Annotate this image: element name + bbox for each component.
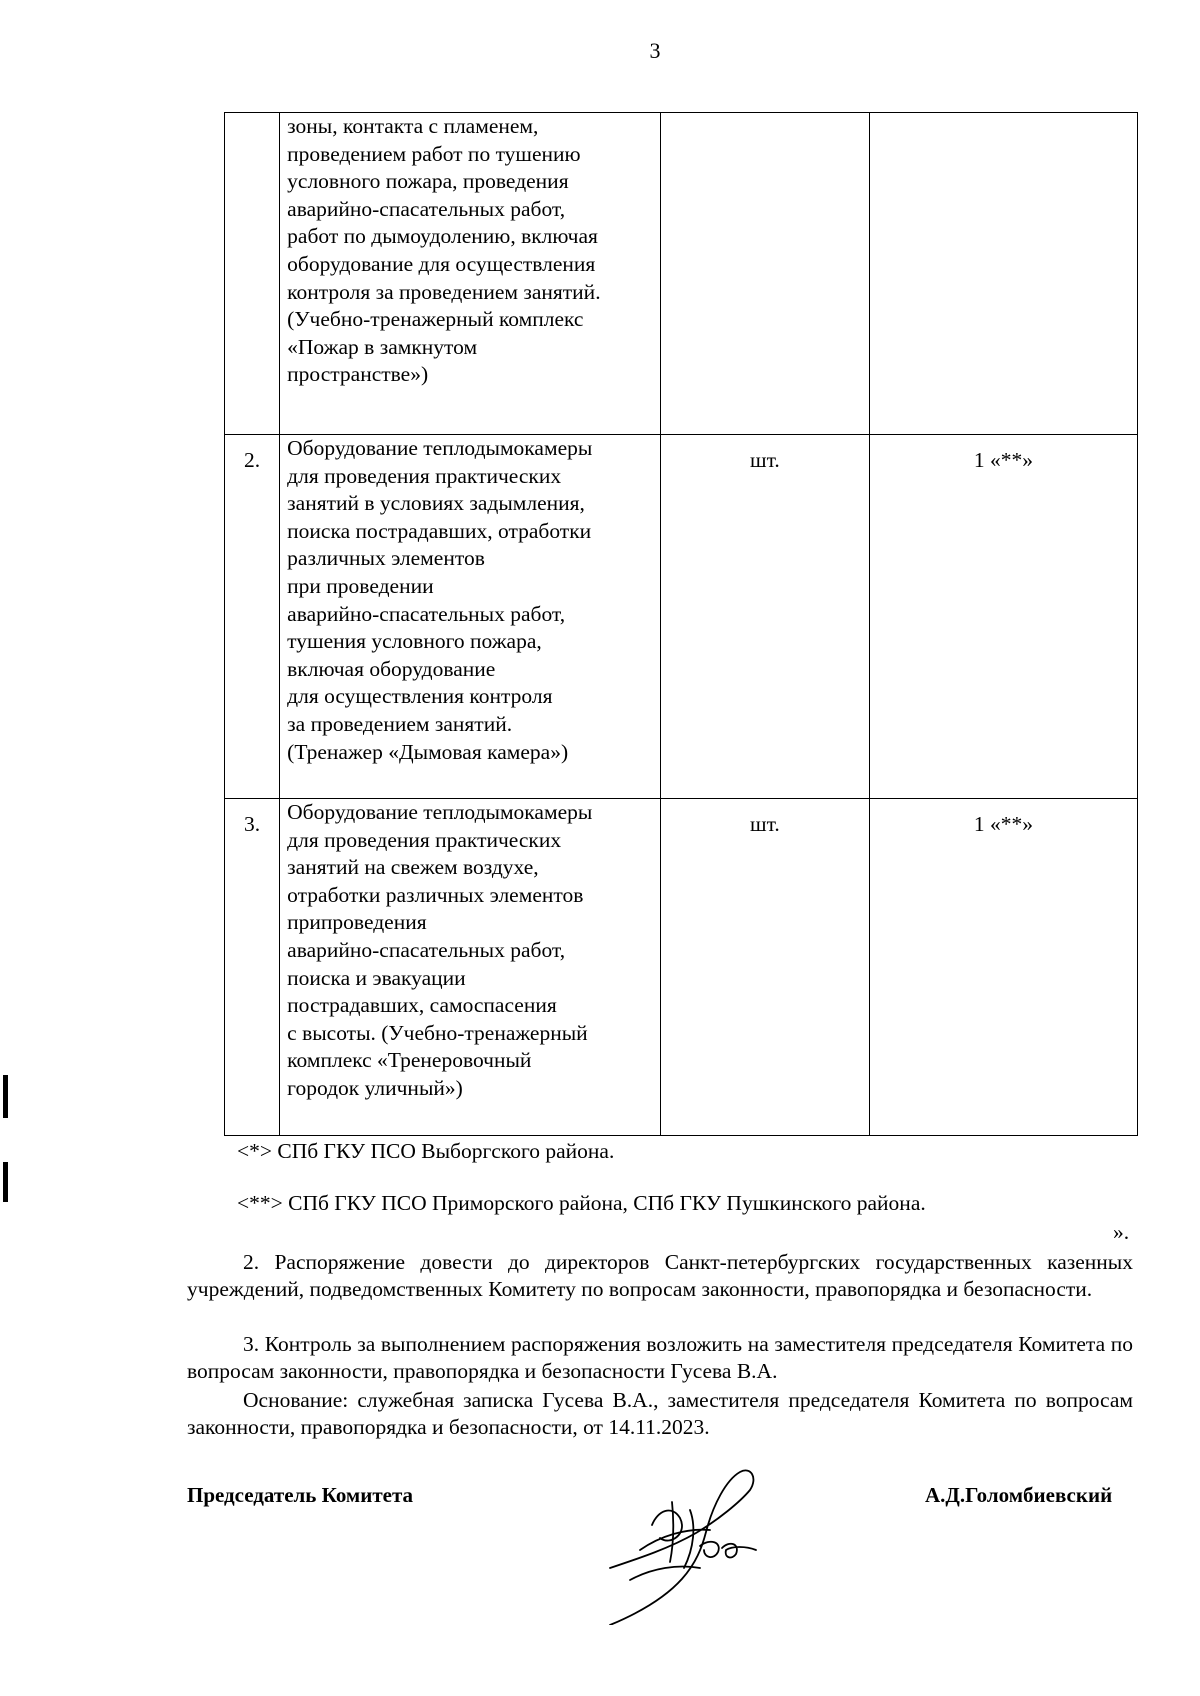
table-row: [225, 799, 1138, 1136]
description-line: поиска и эвакуации: [287, 965, 466, 990]
quantity-cell: [869, 113, 1137, 435]
closing-quote: ».: [1113, 1220, 1130, 1244]
description-line: припроведения: [287, 910, 427, 935]
description-line: комплекс «Тренеровочный: [287, 1048, 532, 1073]
description-line: для проведения практических: [287, 463, 562, 488]
description-line: Оборудование теплодымокамеры: [287, 436, 593, 460]
description-line: за проведением занятий.: [287, 711, 513, 736]
description-line: пространстве»): [287, 362, 429, 387]
description-line: (Тренажер «Дымовая камера»): [287, 739, 569, 764]
item-description-cell: [280, 435, 661, 799]
description-line: зоны, контакта с пламенем,: [287, 114, 539, 138]
description-line: проведением работ по тушению: [287, 141, 581, 166]
table-row: [225, 435, 1138, 799]
scan-edge-mark: [3, 1162, 8, 1202]
signatory-position: Председатель Комитета: [187, 1483, 414, 1507]
equipment-table: [224, 112, 1138, 1136]
description-line: с высоты. (Учебно-тренажерный: [287, 1020, 588, 1045]
description-line: тушения условного пожара,: [287, 629, 542, 654]
unit-cell: шт.: [660, 435, 869, 799]
description-line: поиска пострадавших, отработки: [287, 518, 592, 543]
unit-cell: шт.: [660, 799, 869, 1136]
description-line: при проведении: [287, 573, 434, 598]
unit-cell: [660, 113, 869, 435]
row-number-cell: 2.: [225, 435, 280, 799]
description-line: пострадавших, самоспасения: [287, 993, 557, 1018]
description-line: аварийно-спасательных работ,: [287, 601, 566, 626]
page-number: 3: [649, 38, 661, 63]
paragraph-2: 2. Распоряжение довести до директоров Санкт-петербургских государственных казенных учреждений, подведомственных Комитету по вопросам законности, правопорядка и безопасности.: [187, 1250, 1133, 1301]
quantity-cell: 1 «**»: [869, 799, 1137, 1136]
description-line: условного пожара, проведения: [287, 169, 569, 194]
description-line: контроля за проведением занятий.: [287, 279, 601, 304]
description-line: различных элементов: [287, 546, 485, 571]
row-number-cell: [225, 113, 280, 435]
description-line: аварийно-спасательных работ,: [287, 937, 566, 962]
signatory-name: А.Д.Голомбиевский: [925, 1483, 1113, 1507]
row-number-cell: 3.: [225, 799, 280, 1136]
description-line: для осуществления контроля: [287, 684, 553, 709]
description-line: занятий в условиях задымления,: [287, 491, 585, 516]
basis-paragraph: Основание: служебная записка Гусева В.А., заместителя председателя Комитета по вопросам законности, правопорядка и безопасности, от 14.11.2023.: [187, 1388, 1133, 1439]
description-line: Оборудование теплодымокамеры: [287, 800, 593, 824]
scan-edge-mark: [3, 1075, 8, 1118]
paragraph-3: 3. Контроль за выполнением распоряжения возложить на заместителя председателя Комитета по вопросам законности, правопорядка и безопасности Гусева В.А.: [187, 1332, 1133, 1383]
footnote-double-star: <**> СПб ГКУ ПСО Приморского района, СПб ГКУ Пушкинского района.: [237, 1191, 926, 1215]
description-line: для проведения практических: [287, 827, 562, 852]
handwritten-signature: [600, 1450, 780, 1625]
footnote-single-star: <*> СПб ГКУ ПСО Выборгского района.: [237, 1139, 615, 1163]
description-line: отработки различных элементов: [287, 882, 584, 907]
description-line: (Учебно-тренажерный комплекс: [287, 307, 584, 332]
description-line: городок уличный»): [287, 1075, 463, 1100]
item-description-cell: [280, 799, 661, 1136]
table-row: [225, 113, 1138, 435]
description-line: занятий на свежем воздухе,: [287, 855, 539, 880]
description-line: аварийно-спасательных работ,: [287, 196, 566, 221]
description-line: включая оборудование: [287, 656, 496, 681]
description-line: «Пожар в замкнутом: [287, 334, 478, 359]
description-line: оборудование для осуществления: [287, 251, 596, 276]
description-line: работ по дымоудолению, включая: [287, 224, 598, 249]
item-description-cell: [280, 113, 661, 435]
quantity-cell: 1 «**»: [869, 435, 1137, 799]
